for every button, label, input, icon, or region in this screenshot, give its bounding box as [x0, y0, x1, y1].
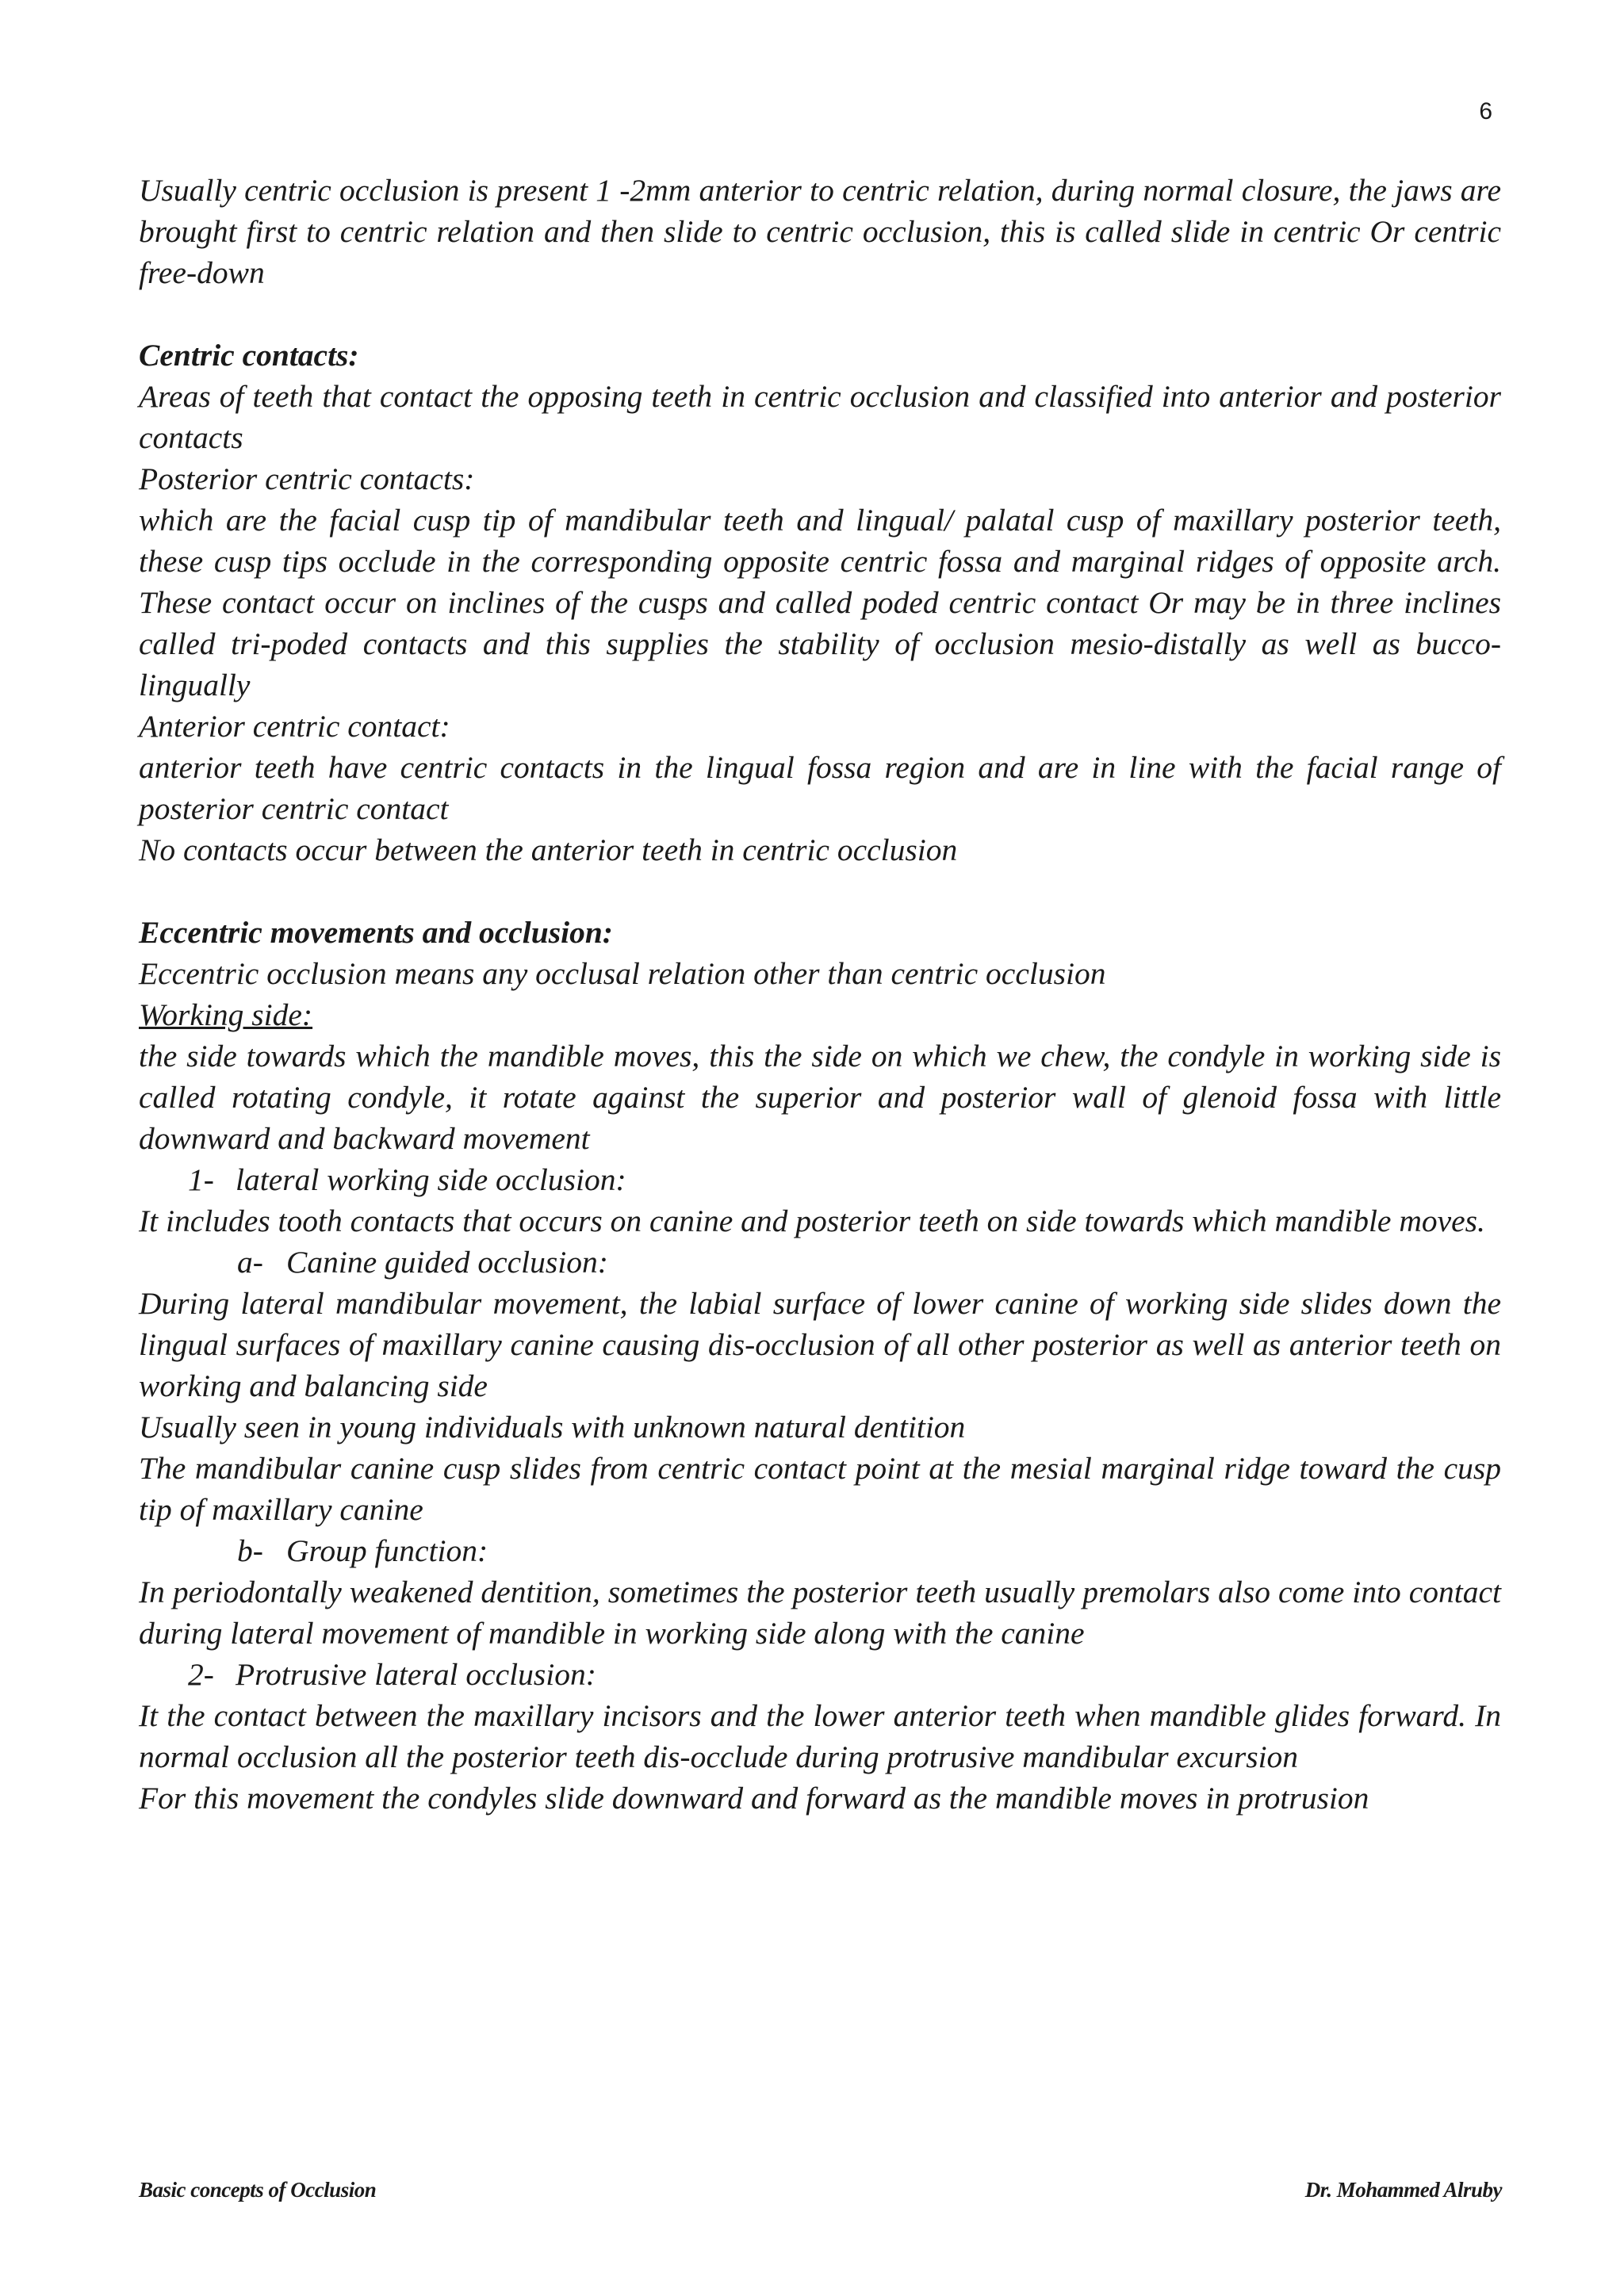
list-item-title: Protrusive lateral occlusion: — [236, 1657, 596, 1692]
list-item-2 — [188, 1654, 1501, 1695]
sub-item-title: Canine guided occlusion: — [286, 1245, 608, 1280]
working-side-label: Working side: — [139, 997, 313, 1032]
anterior-contact-heading: Anterior centric contact: — [139, 709, 450, 744]
sub-item-a-text: The mandibular canine cusp slides from centric contact point at the mesial marginal ridge toward the cusp tip of maxillary canine — [139, 1451, 1501, 1527]
no-contacts-note: No contacts occur between the anterior teeth in centric occlusion — [139, 832, 958, 867]
sub-item-b — [237, 1530, 1501, 1571]
sub-item-a — [237, 1242, 1501, 1283]
sub-item-title: Group function: — [286, 1533, 488, 1568]
sub-item-letter: b- — [237, 1533, 263, 1568]
page-number: 6 — [1479, 98, 1492, 124]
list-item-number: 2- — [188, 1657, 214, 1692]
sub-item-letter: a- — [237, 1245, 263, 1280]
list-item-1 — [188, 1159, 1501, 1200]
eccentric-heading: Eccentric movements and occlusion: — [139, 915, 613, 950]
list-item-number: 1- — [188, 1162, 214, 1197]
anterior-contact-text: anterior teeth have centric contacts in the lingual fossa region and are in line with the facial range of posterior centric contact — [139, 750, 1501, 826]
sub-item-b-text: In periodontally weakened dentition, sometimes the posterior teeth usually premolars also come into contact during lateral movement of mandible in working side along with the canine — [139, 1575, 1501, 1651]
working-side-heading — [139, 994, 1501, 1035]
intro-paragraph: Usually centric occlusion is present 1 -2mm anterior to centric relation, during normal closure, the jaws are brought first to centric relation and then slide to centric occlusion, this is called slide in centric Or centric free-down — [139, 173, 1501, 290]
eccentric-definition: Eccentric occlusion means any occlusal relation other than centric occlusion — [139, 956, 1106, 991]
list-item-2-text: It the contact between the maxillary incisors and the lower anterior teeth when mandible glides forward. In normal occlusion all the posterior teeth dis-occlude during protrusive mandibular excursion — [139, 1698, 1501, 1774]
list-item-2-text: For this movement the condyles slide downward and forward as the mandible moves in protrusion — [139, 1781, 1369, 1816]
footer-author: Dr. Mohammed Alruby — [1304, 2178, 1502, 2202]
centric-contacts-heading: Centric contacts: — [139, 338, 359, 373]
document-body — [139, 170, 1501, 1819]
working-side-text: the side towards which the mandible moves, this the side on which we chew, the condyle in working side is called rotating condyle, it rotate against the superior and posterior wall of glenoid fossa with little downward and backward movement — [139, 1039, 1501, 1156]
sub-item-a-text: During lateral mandibular movement, the labial surface of lower canine of working side slides down the lingual surfaces of maxillary canine causing dis-occlusion of all other posterior as well as anterior teeth on working and balancing side — [139, 1286, 1501, 1403]
list-item-title: lateral working side occlusion: — [236, 1162, 626, 1197]
posterior-contacts-heading: Posterior centric contacts: — [139, 461, 475, 496]
footer-title: Basic concepts of Occlusion — [139, 2178, 377, 2202]
sub-item-a-text: Usually seen in young individuals with unknown natural dentition — [139, 1410, 966, 1445]
centric-contacts-definition: Areas of teeth that contact the opposing teeth in centric occlusion and classified into anterior and posterior contacts — [139, 379, 1501, 455]
list-item-1-text: It includes tooth contacts that occurs on canine and posterior teeth on side towards which mandible moves. — [139, 1203, 1485, 1238]
posterior-contacts-text: which are the facial cusp tip of mandibular teeth and lingual/ palatal cusp of maxillary posterior teeth, these cusp tips occlude in the corresponding opposite centric fossa and marginal ridges of opposite arch. These contact occur on inclines of the cusps and called poded centric contact Or may be in three inclines called tri-poded contacts and this supplies the stability of occlusion mesio-distally as well as bucco-lingually — [139, 503, 1501, 702]
